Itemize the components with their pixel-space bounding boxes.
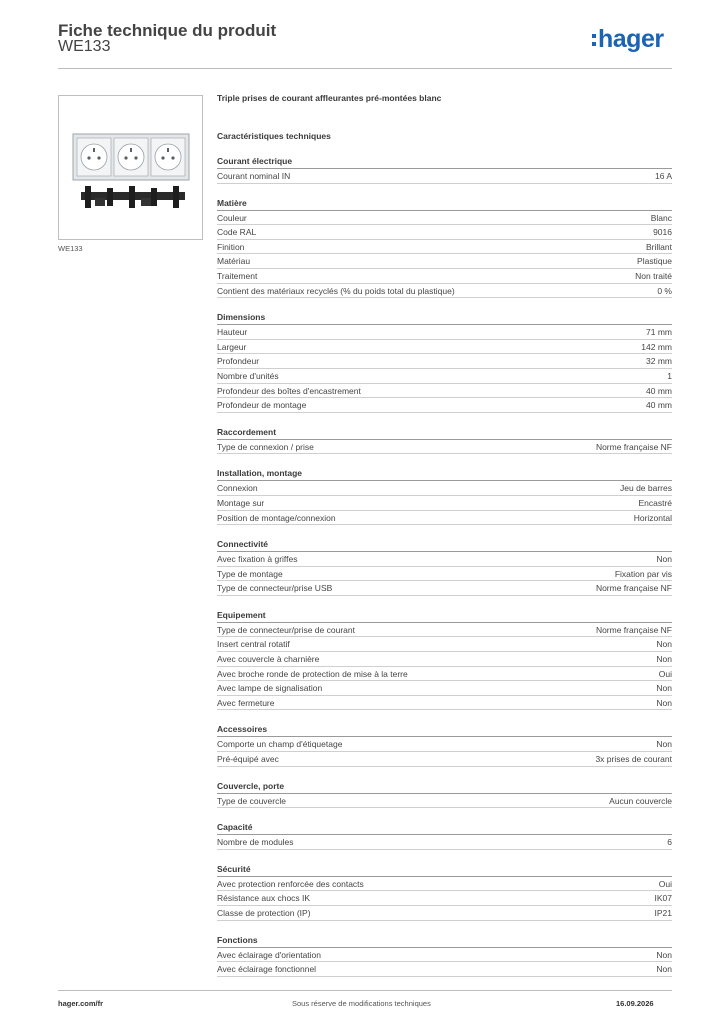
spec-section	[217, 155, 672, 184]
spec-row	[217, 637, 672, 652]
spec-value: 71 mm	[646, 327, 672, 338]
spec-row	[217, 696, 672, 711]
spec-label: Montage sur	[217, 497, 265, 508]
spec-section	[217, 723, 672, 766]
spec-value: 40 mm	[646, 400, 672, 411]
spec-value: Encastré	[638, 497, 672, 508]
product-image-frame	[58, 95, 203, 240]
spec-content	[217, 92, 672, 977]
image-caption: WE133	[58, 244, 83, 253]
spec-label: Profondeur	[217, 356, 260, 367]
spec-value: IP21	[654, 908, 672, 918]
spec-row	[217, 652, 672, 667]
section-title: Matière	[217, 197, 672, 211]
spec-row	[217, 681, 672, 696]
spec-row	[217, 481, 672, 496]
spec-label: Type de connecteur/prise de courant	[217, 624, 355, 635]
spec-value: Non	[656, 554, 672, 565]
spec-row	[217, 225, 672, 240]
section-title: Capacité	[217, 821, 672, 835]
section-title: Installation, montage	[217, 467, 672, 481]
spec-value: 1	[667, 370, 672, 381]
footer-date: 16.09.2026	[616, 999, 654, 1008]
footer-website[interactable]: hager.com/fr	[58, 999, 104, 1008]
spec-label: Traitement	[217, 270, 258, 281]
spec-row	[217, 835, 672, 850]
spec-row	[217, 752, 672, 767]
spec-label: Matériau	[217, 256, 251, 267]
section-title: Fonctions	[217, 934, 672, 948]
spec-section	[217, 197, 672, 299]
spec-row	[217, 340, 672, 355]
spec-value: 40 mm	[646, 385, 672, 396]
spec-sections	[217, 155, 672, 977]
spec-label: Avec éclairage d'orientation	[217, 949, 322, 960]
spec-value: Oui	[658, 668, 672, 679]
spec-label: Finition	[217, 241, 245, 252]
spec-value: Non	[656, 683, 672, 694]
spec-label: Insert central rotatif	[217, 639, 290, 650]
spec-row	[217, 552, 672, 567]
spec-row	[217, 269, 672, 284]
footer-notice: Sous réserve de modifications techniques	[292, 999, 431, 1008]
header-divider	[58, 68, 672, 69]
spec-value: Non	[656, 654, 672, 665]
spec-row	[217, 962, 672, 977]
section-title: Connectivité	[217, 538, 672, 552]
spec-label: Classe de protection (IP)	[217, 908, 311, 918]
spec-row	[217, 211, 672, 226]
spec-section	[217, 609, 672, 711]
spec-row	[217, 354, 672, 369]
spec-row	[217, 325, 672, 340]
spec-value: Oui	[658, 878, 672, 889]
spec-row	[217, 877, 672, 892]
spec-label: Avec couvercle à charnière	[217, 654, 320, 665]
spec-label: Résistance aux chocs IK	[217, 893, 311, 904]
spec-label: Profondeur de montage	[217, 400, 307, 411]
spec-row	[217, 948, 672, 963]
spec-label: Avec fixation à griffes	[217, 554, 298, 565]
spec-value: IK07	[654, 893, 672, 904]
spec-value: Non	[656, 964, 672, 975]
section-title: Equipement	[217, 609, 672, 623]
spec-value: 16 A	[654, 171, 672, 181]
spec-label: Largeur	[217, 341, 247, 352]
spec-row	[217, 169, 672, 184]
spec-row	[217, 240, 672, 255]
spec-value: Norme française NF	[595, 441, 672, 452]
spec-row	[217, 254, 672, 269]
spec-value: Aucun couvercle	[609, 795, 672, 806]
spec-value: Non	[656, 639, 672, 650]
spec-section	[217, 538, 672, 596]
section-title: Courant électrique	[217, 155, 672, 169]
spec-section	[217, 426, 672, 455]
spec-value: Jeu de barres	[620, 483, 672, 494]
spec-value: 32 mm	[646, 356, 672, 367]
spec-row	[217, 891, 672, 906]
spec-value: Brillant	[646, 241, 672, 252]
spec-section	[217, 863, 672, 921]
spec-row	[217, 667, 672, 682]
spec-label: Type de couvercle	[217, 795, 286, 806]
spec-row	[217, 369, 672, 384]
spec-value: Fixation par vis	[614, 568, 672, 579]
spec-row	[217, 623, 672, 638]
spec-section	[217, 821, 672, 850]
spec-label: Position de montage/connexion	[217, 512, 336, 523]
spec-value: Blanc	[650, 212, 672, 223]
spec-label: Type de montage	[217, 568, 283, 579]
spec-label: Type de connexion / prise	[217, 441, 314, 452]
spec-value: Plastique	[637, 256, 672, 267]
spec-label: Connexion	[217, 483, 258, 494]
spec-label: Avec lampe de signalisation	[217, 683, 323, 694]
spec-label: Nombre d'unités	[217, 370, 279, 381]
spec-label: Avec protection renforcée des contacts	[217, 878, 364, 889]
spec-value: Horizontal	[633, 512, 672, 523]
section-title: Raccordement	[217, 426, 672, 440]
spec-value: Non traité	[635, 270, 672, 281]
spec-row	[217, 511, 672, 526]
spec-value: Non	[656, 697, 672, 708]
spec-label: Code RAL	[217, 227, 257, 238]
spec-value: 6	[667, 837, 672, 848]
section-title: Couvercle, porte	[217, 780, 672, 794]
document-title: Fiche technique du produit	[58, 21, 277, 40]
spec-value: 9016	[653, 227, 672, 238]
spec-section	[217, 311, 672, 413]
spec-label: Pré-équipé avec	[217, 754, 279, 765]
spec-row	[217, 794, 672, 809]
spec-label: Comporte un champ d'étiquetage	[217, 739, 343, 750]
spec-row	[217, 737, 672, 752]
spec-row	[217, 384, 672, 399]
spec-label: Avec broche ronde de protection de mise à la terre	[217, 668, 408, 679]
spec-value: 142 mm	[641, 341, 672, 352]
spec-row	[217, 581, 672, 596]
spec-label: Courant nominal IN	[217, 171, 291, 181]
spec-value: Norme française NF	[595, 624, 672, 635]
spec-label: Profondeur des boîtes d'encastrement	[217, 385, 361, 396]
spec-value: Non	[656, 949, 672, 960]
spec-label: Avec éclairage fonctionnel	[217, 964, 317, 975]
spec-row	[217, 440, 672, 455]
spec-section	[217, 467, 672, 525]
spec-label: Type de connecteur/prise USB	[217, 583, 333, 594]
section-title: Sécurité	[217, 863, 672, 877]
spec-value: Norme française NF	[595, 583, 672, 594]
triple-socket-outlet-image	[59, 96, 202, 239]
spec-row	[217, 906, 672, 921]
spec-label: Avec fermeture	[217, 697, 275, 708]
footer-divider	[58, 990, 672, 991]
section-title: Dimensions	[217, 311, 672, 325]
spec-section	[217, 780, 672, 809]
spec-value: 0 %	[657, 285, 672, 296]
spec-value: 3x prises de courant	[595, 754, 672, 765]
product-title: Triple prises de courant affleurantes pré-montées blanc	[217, 93, 442, 103]
logo-text: hager	[598, 25, 664, 53]
spec-row	[217, 567, 672, 582]
logo-dots-icon	[592, 34, 596, 46]
spec-row	[217, 496, 672, 511]
spec-label: Hauteur	[217, 327, 248, 338]
spec-value: Non	[656, 739, 672, 750]
section-title: Accessoires	[217, 723, 672, 737]
product-reference: WE133	[58, 38, 111, 55]
spec-label: Nombre de modules	[217, 837, 294, 848]
spec-row	[217, 398, 672, 413]
characteristics-heading: Caractéristiques techniques	[217, 131, 331, 141]
spec-label: Couleur	[217, 212, 247, 223]
hager-logo	[592, 27, 664, 52]
spec-label: Contient des matériaux recyclés (% du poids total du plastique)	[217, 285, 455, 296]
spec-row	[217, 284, 672, 299]
spec-section	[217, 934, 672, 977]
